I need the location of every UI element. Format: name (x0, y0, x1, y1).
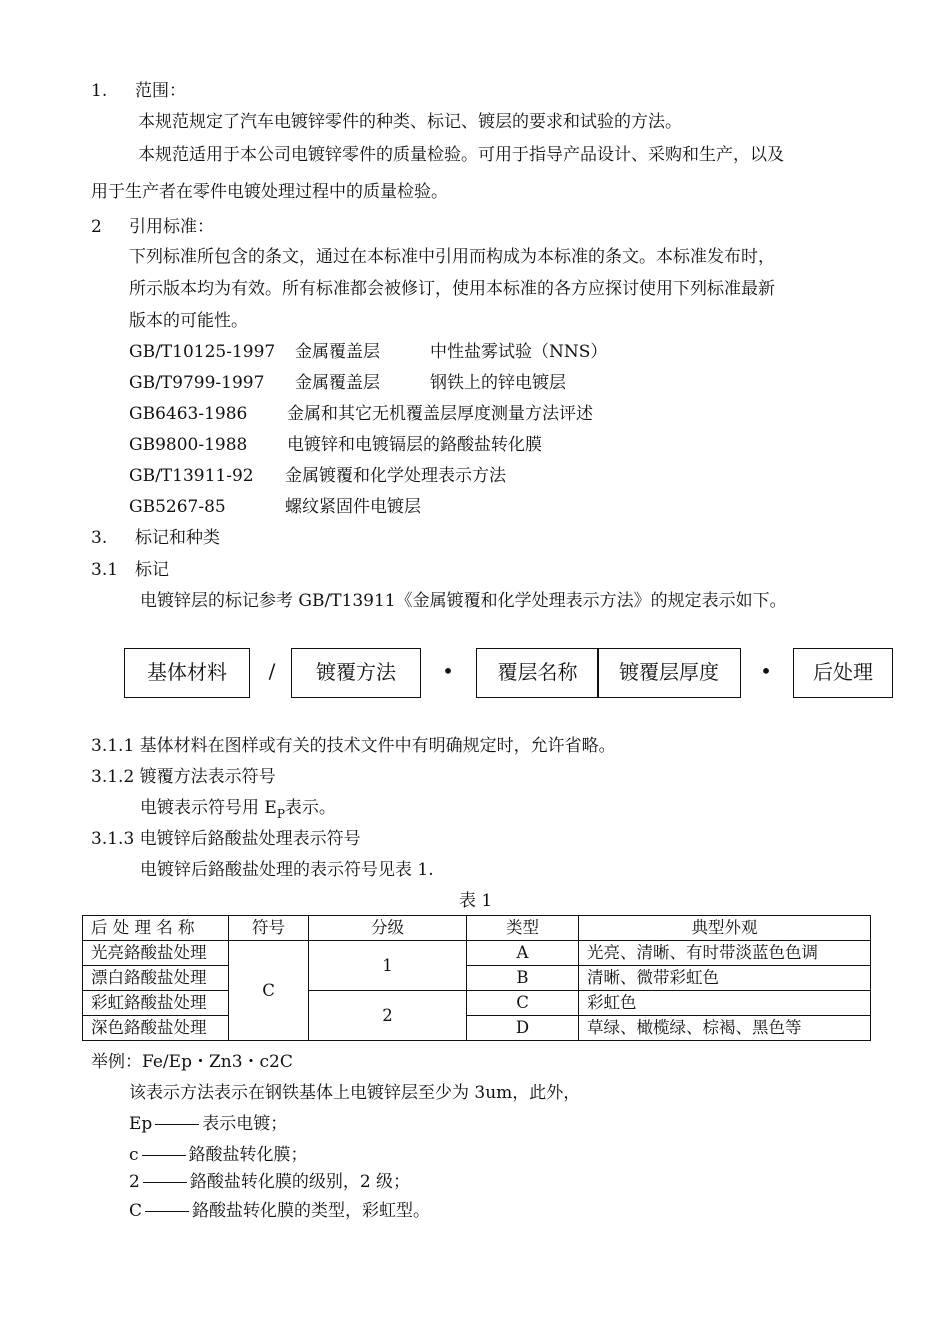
table-header-row (83, 916, 871, 941)
section-title: 标记 (135, 560, 169, 580)
dash-line (155, 1124, 199, 1125)
reference-code: GB5267-85 (129, 497, 226, 517)
table-caption: 表 1 (459, 891, 493, 911)
marking-slash: / (268, 659, 276, 683)
section-number: 2 (91, 217, 102, 237)
marking-dot: • (760, 659, 772, 683)
legend-text: 鉻酸盐转化膜的级别，2 级； (189, 1172, 411, 1192)
paragraph: 下列标准所包含的条文，通过在本标准中引用而构成为本标准的条文。本标准发布时， (129, 247, 775, 267)
section-2-heading (91, 216, 214, 238)
table-row (83, 966, 871, 991)
legend-item (129, 1200, 430, 1222)
table-header: 分级 (309, 916, 467, 941)
subsection-3-1-3: 3.1.3 电镀锌后鉻酸盐处理表示符号 (91, 829, 361, 849)
legend-item (129, 1113, 287, 1135)
reference-title: 螺纹紧固件电镀层 (285, 497, 421, 517)
dash-line (145, 1211, 189, 1212)
paragraph (140, 797, 336, 825)
example-description: 该表示方法表示在钢铁基体上电镀锌层至少为 3um，此外， (129, 1083, 581, 1103)
section-3-heading (91, 527, 220, 549)
section-title: 引用标准： (129, 217, 214, 237)
legend-text: 鉻酸盐转化膜； (188, 1145, 308, 1165)
paragraph: 用于生产者在零件电镀处理过程中的质量检验。 (91, 182, 448, 202)
table-cell: C (229, 941, 309, 1041)
reference-title-2: 钢铁上的锌电镀层 (430, 373, 566, 393)
section-number: 3. (91, 528, 108, 548)
table-header: 后 处 理 名 称 (83, 916, 229, 941)
table-cell: 1 (309, 941, 467, 991)
reference-title: 金属镀覆和化学处理表示方法 (285, 466, 506, 486)
reference-code: GB/T13911-92 (129, 466, 254, 486)
subsection-3-1-1: 3.1.1 基体材料在图样或有关的技术文件中有明确规定时，允许省略。 (91, 736, 616, 756)
section-title: 范围： (135, 81, 186, 101)
table-cell: 彩虹鉻酸盐处理 (83, 991, 229, 1016)
marking-box-coating-name: 覆层名称 (476, 648, 599, 698)
reference-title-2: 中性盐雾试验（NNS） (430, 342, 608, 362)
paragraph: 版本的可能性。 (129, 311, 248, 331)
table-cell: D (467, 1016, 579, 1041)
table-cell: 光亮鉻酸盐处理 (83, 941, 229, 966)
table-1 (82, 915, 871, 1041)
table-cell: 清晰、微带彩虹色 (579, 966, 871, 991)
legend-symbol: C (129, 1201, 143, 1221)
table-header: 类型 (467, 916, 579, 941)
reference-code: GB6463-1986 (129, 404, 248, 424)
example-label: 举例：Fe/Ep・Zn3・c2C (91, 1052, 293, 1072)
table-cell: 彩虹色 (579, 991, 871, 1016)
marking-box-post-treatment: 后处理 (793, 648, 893, 698)
legend-text: 表示电镀； (202, 1114, 288, 1134)
table-cell: 光亮、清晰、有时带淡蓝色色调 (579, 941, 871, 966)
paragraph: 电镀锌后鉻酸盐处理的表示符号见表 1. (140, 860, 434, 880)
section-1-heading (91, 80, 186, 102)
table-cell: 草绿、橄榄绿、棕褐、黑色等 (579, 1016, 871, 1041)
legend-item (129, 1171, 410, 1193)
section-title: 标记和种类 (135, 528, 220, 548)
marking-dot: • (442, 659, 454, 683)
dash-line (143, 1182, 187, 1183)
paragraph: 电镀锌层的标记参考 GB/T13911《金属镀覆和化学处理表示方法》的规定表示如下。 (140, 591, 787, 611)
reference-code: GB/T10125-1997 (129, 342, 276, 362)
table-cell: C (467, 991, 579, 1016)
table-cell: 深色鉻酸盐处理 (83, 1016, 229, 1041)
paragraph: 本规范规定了汽车电镀锌零件的种类、标记、镀层的要求和试验的方法。 (138, 112, 682, 132)
subsection-3-1-2: 3.1.2 镀覆方法表示符号 (91, 767, 276, 787)
section-number: 1. (91, 81, 108, 101)
legend-symbol: 2 (129, 1172, 140, 1192)
text: 表示。 (284, 798, 336, 818)
subscript: P (276, 807, 285, 821)
table-header: 符号 (229, 916, 309, 941)
legend-symbol: c (129, 1145, 139, 1165)
paragraph: 所示版本均为有效。所有标准都会被修订，使用本标准的各方应探讨使用下列标准最新 (129, 279, 775, 299)
table-row (83, 991, 871, 1016)
reference-title: 电镀锌和电镀镉层的鉻酸盐转化膜 (287, 435, 542, 455)
table-cell: B (467, 966, 579, 991)
reference-title: 金属覆盖层 (295, 373, 380, 393)
dash-line (142, 1155, 186, 1156)
text: 电镀表示符号用 E (140, 798, 277, 818)
marking-box-base-material: 基体材料 (124, 648, 250, 698)
subsection-3-1-heading (91, 559, 169, 581)
reference-title: 金属覆盖层 (295, 342, 380, 362)
table-row (83, 1016, 871, 1041)
marking-box-coating-thickness: 镀覆层厚度 (597, 648, 741, 698)
table-cell: 漂白鉻酸盐处理 (83, 966, 229, 991)
paragraph: 本规范适用于本公司电镀锌零件的质量检验。可用于指导产品设计、采购和生产，以及 (138, 145, 784, 165)
reference-code: GB9800-1988 (129, 435, 248, 455)
reference-code: GB/T9799-1997 (129, 373, 265, 393)
reference-title: 金属和其它无机覆盖层厚度测量方法评述 (287, 404, 593, 424)
table-cell: 2 (309, 991, 467, 1041)
section-number: 3.1 (91, 560, 119, 580)
marking-box-plating-method: 镀覆方法 (291, 648, 421, 698)
table-header: 典型外观 (579, 916, 871, 941)
legend-text: 鉻酸盐转化膜的类型，彩虹型。 (192, 1201, 431, 1221)
legend-item (129, 1144, 308, 1166)
legend-symbol: Ep (129, 1114, 153, 1134)
table-cell: A (467, 941, 579, 966)
table-row (83, 941, 871, 966)
